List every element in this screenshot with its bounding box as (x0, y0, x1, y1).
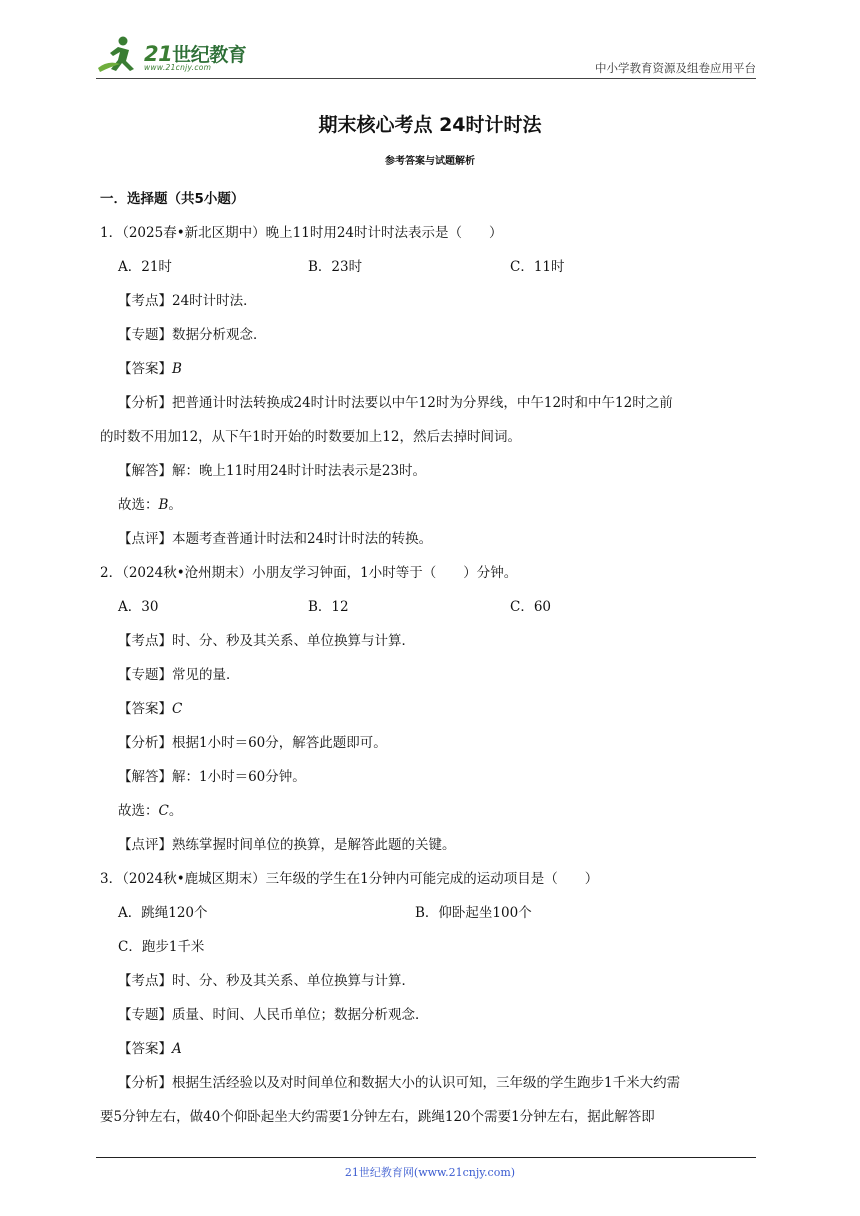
question-1-stem: 1．（2025春•新北区期中）晚上11时用24时计时法表示是（ ） (100, 225, 503, 241)
question-1-option-b: B．23时 (308, 259, 363, 275)
question-3-option-a: A．跳绳120个 (118, 905, 208, 921)
runner-icon (96, 34, 142, 76)
page-header (96, 34, 756, 79)
question-2-option-c: C．60 (510, 599, 552, 615)
question-3-option-c: C．跑步1千米 (118, 939, 205, 955)
question-2-option-b: B．12 (308, 599, 349, 615)
question-1-kaodian: 【考点】24时计时法． (118, 293, 257, 309)
document-body (100, 182, 765, 1134)
question-1-guxuan: 故选：B。 (118, 497, 182, 513)
question-1-option-c: C．11时 (510, 259, 565, 275)
question-2-dianping: 【点评】熟练掌握时间单位的换算，是解答此题的关键。 (118, 837, 456, 853)
question-1-dianping: 【点评】本题考查普通计时法和24时计时法的转换。 (118, 531, 433, 547)
question-2-guxuan: 故选：C。 (118, 803, 183, 819)
question-1-jieda: 【解答】解：晚上11时用24时计时法表示是23时。 (118, 463, 427, 479)
logo-url: www.21cnjy.com (144, 63, 212, 72)
question-2-fenxi: 【分析】根据1小时＝60分，解答此题即可。 (118, 735, 387, 751)
question-1-fenxi-line-1: 【分析】把普通计时法转换成24时计时法要以中午12时为分界线，中午12时和中午12时之前 (118, 395, 673, 411)
question-3-fenxi-line-1: 【分析】根据生活经验以及对时间单位和数据大小的认识可知，三年级的学生跑步1千米大约需 (118, 1075, 681, 1091)
question-1-option-a: A．21时 (118, 259, 172, 275)
logo-wordmark: 21世纪教育 (144, 42, 247, 66)
question-2-options (100, 590, 765, 624)
question-2-answer: 【答案】C (118, 701, 183, 717)
question-3-fenxi-line-2: 要5分钟左右，做40个仰卧起坐大约需要1分钟左右，跳绳120个需要1分钟左右，据此解答即 (100, 1109, 655, 1125)
question-2-jieda: 【解答】解：1小时＝60分钟。 (118, 769, 306, 785)
question-1-options (100, 250, 765, 284)
footer-source: 21世纪教育网(www.21cnjy.com) (344, 1166, 516, 1179)
platform-name: 中小学教育资源及组卷应用平台 (595, 61, 756, 75)
site-logo (96, 34, 266, 76)
question-3-option-b: B．仰卧起坐100个 (415, 905, 532, 921)
question-3-answer: 【答案】A (118, 1041, 182, 1057)
question-1-zhuanti: 【专题】数据分析观念． (118, 327, 267, 343)
question-3-options (100, 896, 765, 930)
question-3-kaodian: 【考点】时、分、秒及其关系、单位换算与计算． (118, 973, 415, 989)
page-subtitle: 参考答案与试题解析 (385, 156, 475, 167)
question-3-stem: 3．（2024秋•鹿城区期末）三年级的学生在1分钟内可能完成的运动项目是（ ） (100, 871, 599, 887)
section-heading: 一．选择题（共5小题） (100, 191, 245, 207)
footer-divider (96, 1157, 756, 1158)
question-3-zhuanti: 【专题】质量、时间、人民币单位；数据分析观念． (118, 1007, 429, 1023)
question-1-fenxi-line-2: 的时数不用加12，从下午1时开始的时数要加上12，然后去掉时间词。 (100, 429, 521, 445)
question-2-stem: 2．（2024秋•沧州期末）小朋友学习钟面，1小时等于（ ）分钟。 (100, 565, 518, 581)
question-2-option-a: A．30 (118, 599, 159, 615)
question-1-answer: 【答案】B (118, 361, 182, 377)
page-title: 期末核心考点 24时计时法 (318, 114, 542, 136)
question-2-kaodian: 【考点】时、分、秒及其关系、单位换算与计算． (118, 633, 415, 649)
question-2-zhuanti: 【专题】常见的量． (118, 667, 240, 683)
